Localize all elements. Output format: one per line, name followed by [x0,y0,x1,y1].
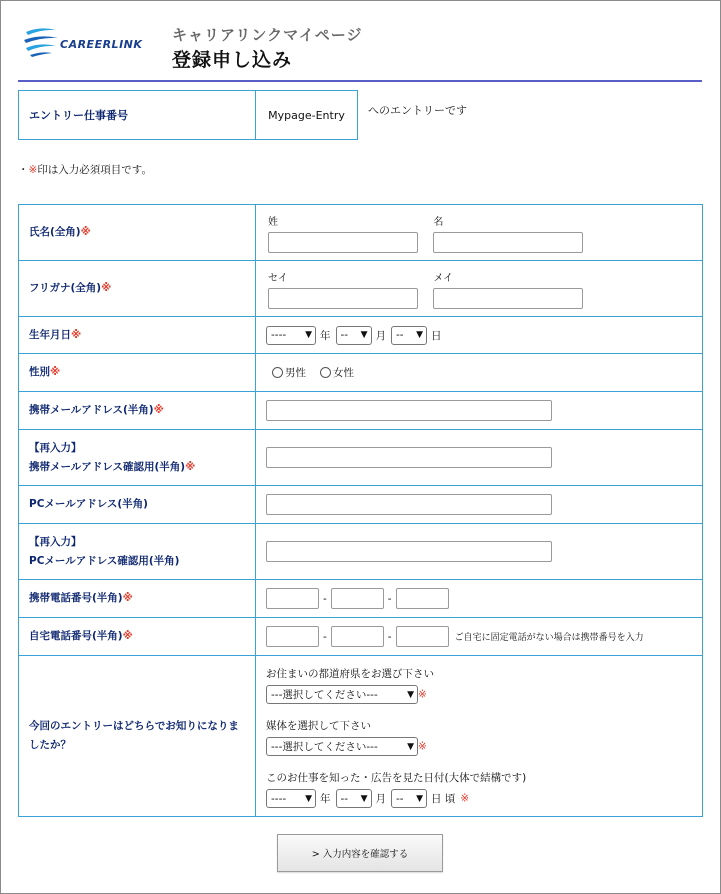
home-phone-hint: ご自宅に固定電話がない場合は携帯番号を入力 [454,633,644,643]
pc-email-confirm-input[interactable] [266,541,552,562]
first-kana-input[interactable] [433,288,583,309]
prefecture-caption: お住まいの都道府県をお選び下さい [266,668,434,680]
chevron-down-icon: ▼ [416,330,423,340]
chevron-down-icon: ▼ [305,793,312,804]
chevron-down-icon: ▼ [305,330,312,340]
mobile-phone-input-3[interactable] [396,588,449,609]
confirm-button[interactable]: > 入力内容を確認する [277,834,443,872]
source-year-select[interactable]: ---- ▼ [266,789,316,808]
gender-label: 性別※ [19,354,256,392]
kana-label: フリガナ(全角)※ [19,261,256,317]
chevron-down-icon: ▼ [360,793,368,804]
form-row-name [19,205,703,261]
name-label: 氏名(全角)※ [19,205,256,261]
mobile-phone-input-1[interactable] [266,588,319,609]
pc-email-confirm-label: 【再入力】 PCメールアドレス確認用(半角) [19,524,256,580]
pc-email-input[interactable] [266,494,552,515]
required-note [18,162,152,177]
home-phone-label: 自宅電話番号(半角)※ [19,618,256,656]
form-row-mobile-email [19,392,703,430]
birth-label: 生年月日※ [19,317,256,354]
mobile-email-confirm-input[interactable] [266,447,552,468]
form-row-mobile-phone: 携帯電話番号(半角)※ - - [19,580,703,618]
mobile-phone-input-2[interactable] [331,588,384,609]
entry-box [18,90,358,140]
form-row-pc-email [19,486,703,524]
prefecture-select[interactable]: ---選択してください--- ▼ [266,685,418,704]
form-row-pc-email-confirm [19,524,703,580]
entry-suffix: へのエントリーです [368,104,467,117]
form-row-mobile-email-confirm [19,430,703,486]
last-kana-input[interactable] [268,288,418,309]
chevron-down-icon: ▼ [407,689,414,700]
note-text: 印は入力必須項目です。 [37,164,152,176]
registration-form [18,204,703,817]
form-row-home-phone: 自宅電話番号(半角)※ - - ご自宅に固定電話がない場合は携帯番号を入力 [19,618,703,656]
form-row-gender [19,354,703,392]
date-caption: このお仕事を知った・広告を見た日付(大体で結構です) [266,772,527,784]
form-row-birth: 生年月日※ ---- ▼ 年 -- ▼ 月 -- ▼ 日 [19,317,703,354]
media-caption: 媒体を選択して下さい [266,720,371,732]
chevron-down-icon: ▼ [416,793,423,804]
header [18,18,702,82]
last-kana-caption: セイ [268,272,288,284]
home-phone-input-2[interactable] [331,626,384,647]
mobile-email-confirm-label: 【再入力】 携帯メールアドレス確認用(半角)※ [19,430,256,486]
chevron-down-icon: ▼ [360,330,368,340]
site-title: キャリアリンクマイページ [172,26,363,44]
first-name-caption: 名 [433,216,444,228]
entry-value: Mypage-Entry [268,108,345,122]
first-name-input[interactable] [433,232,583,253]
birth-day-select[interactable]: -- ▼ [391,326,427,345]
page-title: 登録申し込み [172,49,293,71]
form-row-kana [19,261,703,317]
logo-swoosh-icon [22,24,62,60]
media-select[interactable]: ---選択してください--- ▼ [266,737,418,756]
logo-text: CAREERLINK [60,38,143,51]
gender-female-radio[interactable] [320,367,331,378]
gender-male-label: 男性 [285,367,306,379]
home-phone-input-1[interactable] [266,626,319,647]
source-label: 今回のエントリーはどちらでお知りになりましたか？ [19,656,256,817]
mobile-phone-label: 携帯電話番号(半角)※ [19,580,256,618]
mobile-email-input[interactable] [266,400,552,421]
last-name-input[interactable] [268,232,418,253]
home-phone-input-3[interactable] [396,626,449,647]
chevron-down-icon: ▼ [407,741,414,752]
gender-female-label: 女性 [333,367,354,379]
note-required-mark: ※ [28,164,38,176]
gender-male-radio[interactable] [272,367,283,378]
birth-month-select[interactable]: -- ▼ [336,326,372,345]
careerlink-logo[interactable] [22,24,152,60]
entry-label: エントリー仕事番号 [19,91,256,139]
source-month-select[interactable]: -- ▼ [336,789,372,808]
note-bullet: ・ [18,164,29,176]
pc-email-label: PCメールアドレス(半角) [19,486,256,524]
source-day-select[interactable]: -- ▼ [391,789,427,808]
form-row-source: 今回のエントリーはどちらでお知りになりましたか？ お住まいの都道府県をお選び下さい ---選択してください--- ▼ ※ 媒体を選択して下さい ---選択してください--- ▼ ※ このお仕事を知った・広告を見た日付(大体で結構です) ---- ▼ 年 -- ▼ 月 -- ▼ 日 頃 ※ [19,656,703,817]
first-kana-caption: メイ [433,272,454,284]
birth-year-select[interactable]: ---- ▼ [266,326,316,345]
last-name-caption: 姓 [268,216,278,228]
mobile-email-label: 携帯メールアドレス(半角)※ [19,392,256,430]
